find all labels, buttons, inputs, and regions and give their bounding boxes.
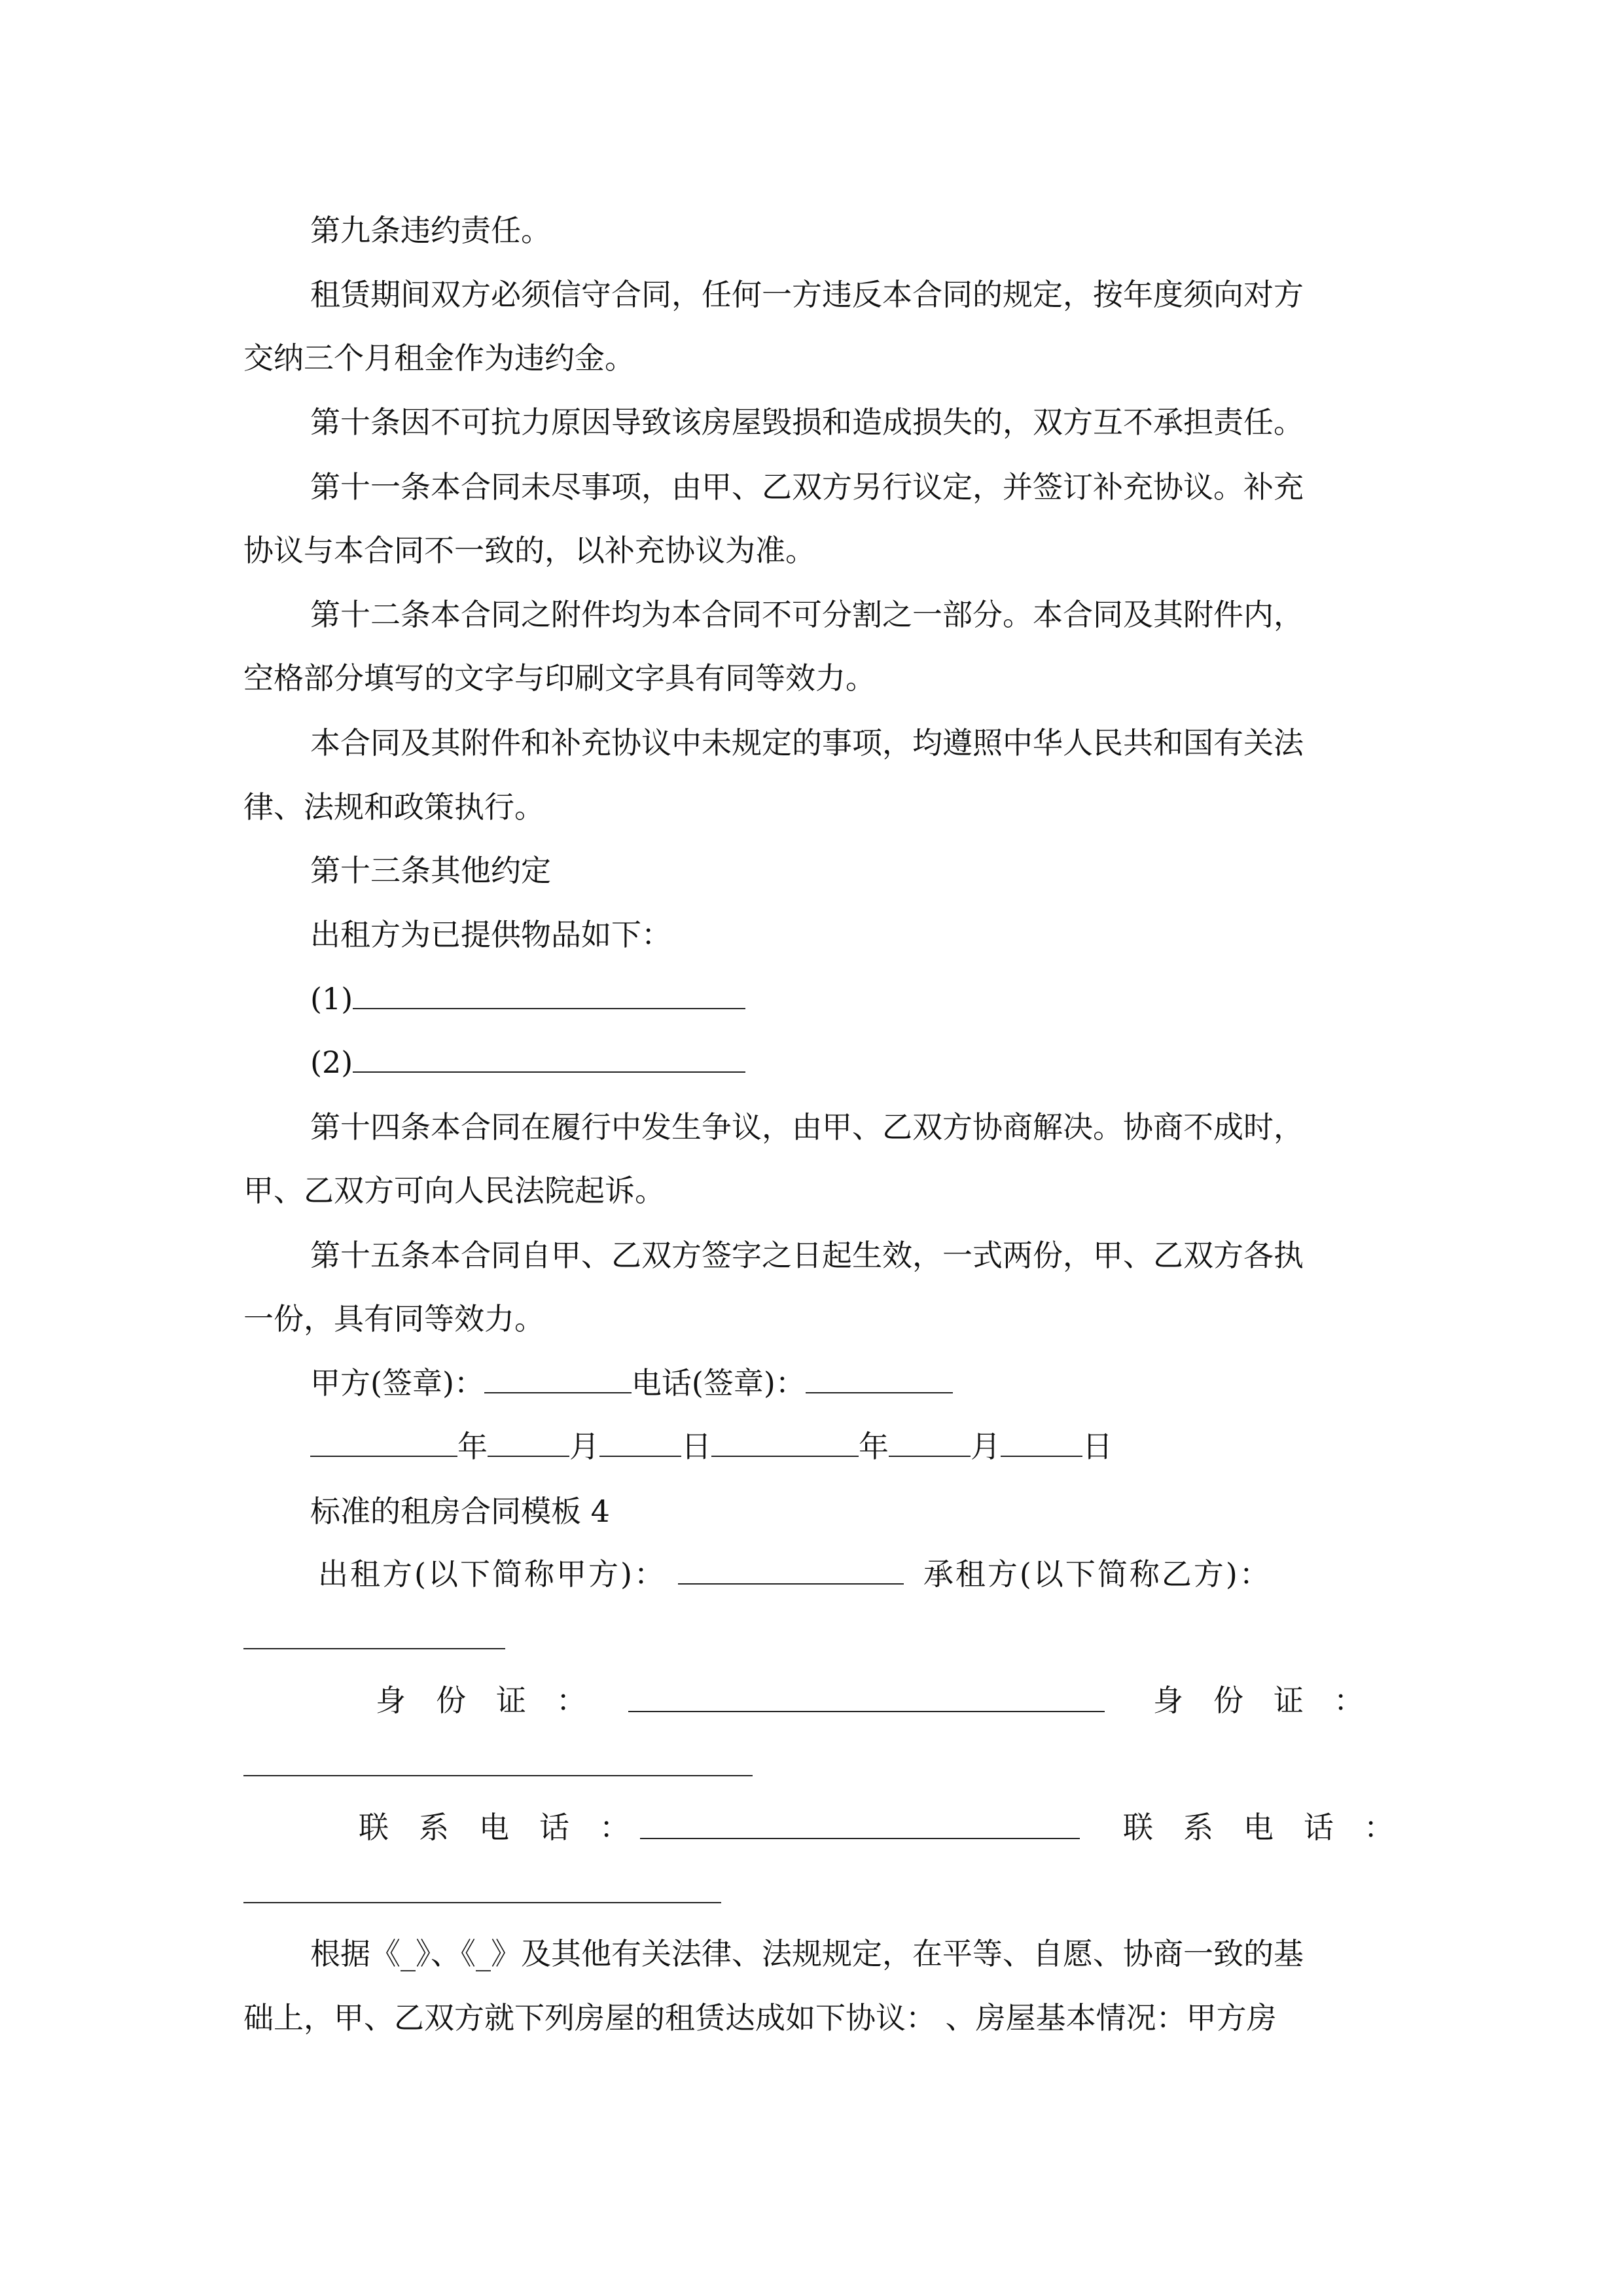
month-blank-2[interactable] — [889, 1427, 971, 1457]
day-label-2: 日 — [1082, 1429, 1113, 1464]
lessee-label: 承租方(以下简称乙方)： — [923, 1556, 1272, 1592]
item-2-blank[interactable] — [353, 1043, 745, 1073]
month-label-2: 月 — [971, 1429, 1001, 1464]
article-15: 第十五条本合同自甲、乙双方签字之日起生效，一式两份，甲、乙双方各执 — [310, 1238, 1304, 1273]
article-14: 第十四条本合同在履行中发生争议，由甲、乙双方协商解决。协商不成时， — [310, 1109, 1304, 1145]
article-13-title: 第十三条其他约定 — [310, 853, 551, 888]
day-blank[interactable] — [599, 1427, 681, 1457]
paragraph-line: 租赁期间双方必须信守合同，任何一方违反本合同的规定，按年度须向对方 — [310, 277, 1304, 312]
article-9-title: 第九条违约责任。 — [310, 213, 551, 248]
day-label: 日 — [681, 1429, 711, 1464]
paragraph-line: 律、法规和政策执行。 — [243, 789, 544, 825]
lessee-blank-line[interactable] — [243, 1648, 505, 1649]
year-label-2: 年 — [859, 1429, 889, 1464]
paragraph-line: 交纳三个月租金作为违约金。 — [243, 340, 635, 376]
item-1-blank[interactable] — [353, 979, 745, 1009]
id-card-label-a: 身份证： — [376, 1683, 616, 1718]
month-blank[interactable] — [488, 1427, 569, 1457]
year-label: 年 — [457, 1429, 488, 1464]
phone-label-a: 联系电话： — [359, 1810, 660, 1845]
article-12: 第十二条本合同之附件均为本合同不可分割之一部分。本合同及其附件内， — [310, 597, 1304, 632]
paragraph-line: 础上，甲、乙双方就下列房屋的租赁达成如下协议： 、房屋基本情况：甲方房 — [243, 2000, 1277, 2036]
item-2-label: (2) — [310, 1045, 353, 1080]
id-card-blank-a[interactable] — [628, 1711, 1105, 1712]
phone-blank-b[interactable] — [243, 1902, 721, 1903]
day-blank-2[interactable] — [1001, 1427, 1082, 1457]
paragraph-line: 甲、乙双方可向人民法院起诉。 — [243, 1173, 665, 1208]
date-row — [310, 1427, 1449, 1466]
template-heading: 标准的租房合同模板 4 — [310, 1494, 610, 1529]
article-10: 第十条因不可抗力原因导致该房屋毁损和造成损失的，双方互不承担责任。 — [310, 404, 1304, 440]
lessor-label: 出租方(以下简称甲方)： — [318, 1556, 666, 1592]
basis-paragraph: 根据《_》、《_》及其他有关法律、法规规定，在平等、自愿、协商一致的基 — [310, 1936, 1304, 1971]
item-1-row — [310, 979, 1449, 1018]
item-2-row — [310, 1043, 1449, 1082]
party-a-sign-blank[interactable] — [484, 1363, 632, 1393]
article-11: 第十一条本合同未尽事项，由甲、乙双方另行议定，并签订补充协议。补充 — [310, 469, 1304, 505]
item-1-label: (1) — [310, 981, 353, 1016]
paragraph-line: 出租方为已提供物品如下： — [310, 917, 671, 952]
id-card-label-b: 身份证： — [1153, 1683, 1394, 1718]
paragraph-line: 一份，具有同等效力。 — [243, 1301, 544, 1336]
lessor-blank[interactable] — [678, 1554, 904, 1585]
month-label: 月 — [569, 1429, 599, 1464]
phone-blank-a[interactable] — [640, 1838, 1080, 1839]
lessor-lessee-row — [318, 1554, 1457, 1594]
phone-sign-label: 电话(签章)： — [631, 1365, 806, 1401]
paragraph-line: 本合同及其附件和补充协议中未规定的事项，均遵照中华人民共和国有关法 — [310, 725, 1304, 761]
party-a-sign-label: 甲方(签章)： — [310, 1365, 484, 1401]
id-card-blank-b[interactable] — [243, 1775, 753, 1776]
phone-label-b: 联系电话： — [1123, 1810, 1424, 1845]
paragraph-line: 协议与本合同不一致的，以补充协议为准。 — [243, 533, 815, 568]
paragraph-line: 空格部分填写的文字与印刷文字具有同等效力。 — [243, 660, 876, 696]
year-blank[interactable] — [310, 1427, 457, 1457]
signature-row — [310, 1363, 1449, 1403]
phone-sign-blank[interactable] — [806, 1363, 953, 1393]
year-blank-2[interactable] — [711, 1427, 859, 1457]
